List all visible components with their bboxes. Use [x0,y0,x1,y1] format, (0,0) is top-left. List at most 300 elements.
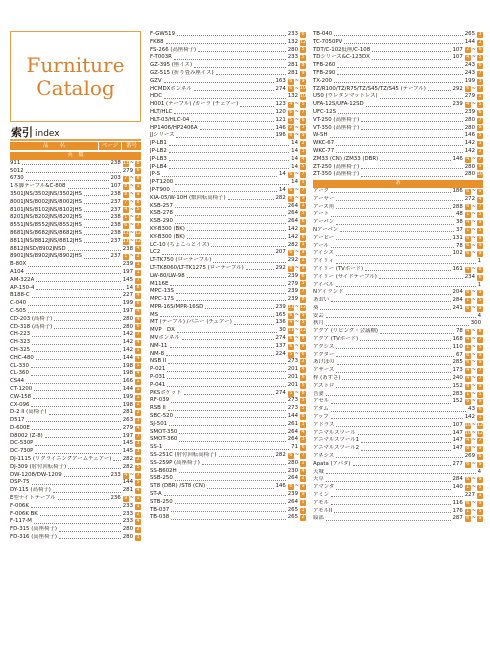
entry-page: 261 [287,420,298,427]
item-number-badge: 2 [301,476,305,482]
leader-dots [172,191,277,192]
entry-page: 239 [275,303,286,310]
index-entry [150,358,306,366]
entry-numbers [465,515,483,523]
entry-page: 71 [291,444,298,451]
item-number-badge: 6 [301,234,305,240]
entry-name: 吾妻 [313,390,324,397]
index-entry [10,363,141,371]
range-tilde: ~ [471,507,476,514]
index-entry [10,534,141,542]
entry-numbers [300,406,306,412]
index-entry [150,125,306,133]
index-entry [150,460,306,468]
item-number-badge: 6 [124,223,128,229]
item-number-badge: 1 [301,499,305,505]
item-number-badge: 7 [136,332,140,338]
index-entry [313,437,483,445]
entry-numbers [135,371,141,377]
item-number-badge: 9 [301,343,305,349]
entry-numbers [135,512,141,518]
entry-page: 238 [110,214,121,221]
index-entry [150,312,306,320]
leader-dots [84,203,109,204]
range-tilde: ~ [294,483,299,490]
entry-name: M116E [150,280,169,287]
index-entry [313,148,483,156]
range-tilde: ~ [471,367,476,374]
entry-name: アービー [313,234,335,241]
entry-name: アール [313,242,329,249]
leader-dots [171,519,285,520]
entry-page: 166 [122,378,133,385]
range-tilde: ~ [129,175,134,182]
index-entry [313,266,483,274]
item-number-badge: 9 [478,516,482,522]
item-number-badge: 5 [478,344,482,350]
index-entry [150,47,306,55]
item-number-badge: 3 [136,449,140,455]
entry-numbers [477,493,483,499]
item-number-badge: 4 [466,336,470,342]
entry-numbers [300,180,306,186]
entry-name: TDシリーズ&C-123DX [313,54,370,61]
index-heading-jp: 索引 [11,126,33,139]
entry-name: DSP-75 [10,479,30,486]
item-number-badge: 5 [136,464,140,470]
leader-dots [213,262,285,263]
entry-name: U50 (ウレタンマットレス) [313,93,378,100]
index-entry [313,367,483,375]
range-tilde: ~ [294,264,299,271]
index-entry [150,234,306,242]
entry-page: 280 [122,323,133,330]
entry-numbers [300,71,306,77]
entry-numbers [465,54,483,62]
item-number-badge: 2 [301,141,305,147]
entry-page: 274 [275,85,286,92]
entry-name: F-117-M [10,518,32,525]
entry-page: 201 [287,374,298,381]
leader-dots [28,305,121,306]
leader-dots [361,176,462,177]
leader-dots [360,340,450,341]
entry-numbers [300,141,306,147]
entry-numbers [477,197,483,203]
item-number-badge: 4 [466,375,470,381]
leader-dots [169,152,289,153]
leader-dots [346,294,451,295]
index-entry [150,164,306,172]
range-tilde: ~ [294,311,299,318]
index-entry [10,487,141,495]
item-number-badge: 2 [136,402,140,408]
entry-page: 281 [122,487,133,494]
range-tilde: ~ [294,389,299,396]
leader-dots [361,442,450,443]
leader-dots [169,145,289,146]
entry-numbers [288,335,306,343]
entry-page: 107 [452,46,463,53]
entry-numbers [300,157,306,163]
index-entry [10,386,141,394]
entry-numbers [477,71,483,77]
entry-page: 265 [287,514,298,521]
item-number-badge: 1 [124,215,128,221]
entry-page: 196 [275,132,286,139]
entry-name: TFB-290 [313,69,336,76]
index-entry [313,305,483,313]
index-entry [150,421,306,429]
index-entry [150,296,306,304]
range-tilde: ~ [471,304,476,311]
range-tilde: ~ [471,187,476,194]
index-entry [150,382,306,390]
item-number-badge: 7 [124,176,128,182]
index-entry [150,491,306,499]
item-number-badge: 4 [136,293,140,299]
entry-name: Apata (アパタ) [313,460,351,467]
entry-name: FD-316 (高座椅子) [10,534,57,541]
entry-page: 147 [452,437,463,444]
leader-dots [331,418,463,419]
item-number-badge: 1 [301,180,305,186]
entry-numbers [465,211,483,219]
index-entry [10,347,141,355]
item-number-badge: 9 [301,484,305,490]
item-number-badge: 7 [478,156,482,162]
leader-dots [167,378,285,379]
entry-numbers [465,391,483,399]
entry-page: 238 [122,245,133,252]
item-number-badge: 9 [136,191,140,197]
entry-page: 230 [287,467,298,474]
index-entry [313,211,483,219]
item-number-badge: 1 [301,258,305,263]
entry-page: 142 [287,225,298,232]
entry-page: 243 [464,69,475,76]
index-entry [313,47,483,55]
entry-numbers [288,249,306,257]
range-tilde: ~ [294,77,299,84]
entry-page: 264 [287,218,298,225]
entry-page: 14 [291,179,298,186]
range-tilde: ~ [294,85,299,92]
item-number-badge: 4 [466,102,470,108]
entry-name: AP-150-4 [10,284,35,291]
index-entry [313,164,483,172]
leader-dots [53,492,121,493]
entry-numbers [135,441,141,447]
index-entry [313,219,483,227]
entry-name: 天城 [313,468,324,475]
leader-dots [379,278,463,279]
item-number-badge: 1 [478,414,482,420]
entry-numbers [288,101,306,109]
entry-numbers [135,410,141,416]
item-number-badge: 7 [301,187,305,193]
range-tilde: ~ [294,124,299,131]
entry-page: 67 [455,351,463,358]
item-number-badge: 8 [466,446,470,452]
leader-dots [336,263,476,264]
item-number-badge: 6 [301,445,305,451]
index-entry [150,156,306,164]
range-tilde: ~ [294,327,299,334]
item-number-badge: 6 [466,204,470,210]
leader-dots [45,437,121,438]
entry-page: 243 [464,62,475,69]
index-entry [313,359,483,367]
entry-numbers [465,500,483,508]
index-entry [313,484,483,492]
item-number-badge: 8 [289,265,293,271]
leader-dots [32,484,121,485]
entry-name: Nアーバン [313,226,339,233]
entry-numbers [465,336,483,344]
item-number-badge: 7 [301,109,305,115]
index-entry [150,351,306,359]
entry-page: 239 [287,288,298,295]
entry-numbers [465,375,483,383]
entry-page: 237 [110,206,121,213]
entry-numbers [288,351,306,359]
item-number-badge: 6 [466,360,470,366]
entry-numbers [300,63,306,69]
leader-dots [34,390,120,391]
entry-numbers [465,156,483,164]
entry-numbers [300,32,306,38]
entry-numbers [135,356,141,362]
entry-name: DJ-309 (肘付回転椅子) [10,463,67,470]
entry-page: 4 [477,468,481,475]
item-number-badge: 6 [289,172,293,178]
leader-dots [176,137,273,138]
entry-numbers [477,172,483,178]
item-number-badge: 5 [478,55,482,61]
entry-numbers [300,461,306,467]
entry-page: 120 [275,108,286,115]
range-tilde: ~ [471,429,476,436]
leader-dots [59,538,121,539]
entry-page: 147 [452,445,463,452]
index-entry [10,261,141,269]
entry-name: ST-A [150,491,162,498]
index-entry [10,495,141,503]
item-number-badge: 11 [122,160,129,166]
entry-numbers [135,418,141,424]
entry-name: F-006K [10,502,29,509]
leader-dots [26,172,121,173]
item-number-badge: 7 [136,433,140,439]
entry-name: CW-158 [10,393,32,400]
item-number-badge: 5 [136,207,140,213]
item-number-badge: 6 [466,251,470,257]
entry-name: F-006K BK [10,510,38,517]
item-number-badge: 5 [289,390,293,396]
entry-page: 14 [291,147,298,154]
entry-numbers [300,430,306,436]
entry-numbers [135,465,141,471]
entry-numbers [477,133,483,139]
entry-numbers [477,149,483,155]
leader-dots [344,43,462,44]
entry-numbers [465,101,483,109]
entry-numbers [135,402,141,408]
entry-page: 107 [110,183,121,190]
entry-numbers [135,527,141,533]
entry-numbers [300,383,306,389]
entry-page: 199 [122,300,133,307]
item-number-badge: 1 [136,347,140,353]
item-number-badge: 4 [466,220,470,226]
entry-numbers [477,110,483,116]
leader-dots [336,372,450,373]
item-number-badge: 9 [301,265,305,271]
entry-name: あけぼの [313,359,335,366]
item-number-badge: 6 [466,243,470,249]
entry-name: TZ/R100/TZ/R75/TZ/S45/TZ/S45 (テーブル) [313,85,426,92]
leader-dots [164,495,286,496]
item-number-badge: 10 [477,172,484,178]
item-number-badge: 2 [136,456,140,462]
item-number-badge: 6 [289,86,293,92]
item-number-badge: 4 [466,329,470,335]
index-entry [150,444,306,452]
item-number-badge: 7 [478,86,482,92]
item-number-badge: 6 [466,352,470,358]
index-entry [10,355,141,363]
entry-page: 173 [452,367,463,374]
leader-dots [175,184,289,185]
entry-name: SS-1 [150,444,163,451]
entry-name: JP-LB3 [150,155,167,162]
section-header: 英 数 [10,152,141,160]
range-tilde: ~ [129,190,134,197]
entry-numbers [135,363,141,369]
entry-numbers [288,312,306,320]
item-number-badge: 4 [301,367,305,373]
entry-name: アクア (リビング・会議棚) [313,328,378,335]
range-tilde: ~ [471,85,476,92]
entry-numbers [465,422,483,430]
leader-dots [179,433,285,434]
item-number-badge: 1 [136,363,140,369]
entry-page: 107 [452,54,463,61]
entry-numbers [300,492,306,498]
index-entry [10,222,141,230]
entry-numbers [465,352,483,360]
entry-page: 264 [287,202,298,209]
entry-name: MPR-16S/MPR-16SD [150,303,204,310]
range-tilde: ~ [471,211,476,218]
entry-name: DW-1208/DW-1209 [10,471,62,478]
leader-dots [326,520,451,521]
entry-name: アニマルスツール2 [313,445,360,452]
leader-dots [54,328,120,329]
index-entry [313,156,483,164]
entry-page: 176 [452,507,463,514]
item-number-badge: 4 [301,468,305,474]
leader-dots [174,59,286,60]
index-entry [150,257,306,265]
entry-name: SBC-520 [150,413,174,420]
index-entry [10,175,141,183]
entry-name: アストロ [313,382,335,389]
entry-name: RF-039 [150,397,170,404]
leader-dots [22,164,108,165]
index-entry [10,378,141,386]
index-entry [150,343,306,351]
entry-numbers [123,238,141,246]
item-number-badge: 1 [124,254,128,260]
item-number-badge: 4 [301,156,305,162]
index-entry [313,328,483,336]
entry-page: 107 [452,421,463,428]
entry-name: MPC-17S [150,296,174,303]
catalog-title-line2: Catalog [36,76,115,100]
entry-page: 142 [464,414,475,421]
entry-numbers [300,289,306,295]
entry-numbers [123,183,141,191]
entry-page: 237 [110,253,121,260]
index-entry [10,230,141,238]
index-entry [150,374,306,382]
entry-numbers [477,40,483,46]
range-tilde: ~ [471,54,476,61]
entry-name: アドラス [313,421,335,428]
index-entry [313,39,483,47]
entry-page: 240 [452,375,463,382]
index-entry [10,479,141,487]
index-entry [10,394,141,402]
entry-page: 239 [287,272,298,279]
entry-name: 天草 [313,476,324,483]
leader-dots [84,211,109,212]
item-number-badge: 9 [301,335,305,341]
entry-numbers [477,141,483,147]
entry-numbers [135,301,141,307]
entry-numbers [288,195,306,203]
entry-page: 280 [464,116,475,123]
entry-numbers [300,414,306,420]
item-number-badge: 5 [301,226,305,232]
index-entry [10,339,141,347]
leader-dots [169,168,289,169]
index-entry [10,425,141,433]
leader-dots [175,480,286,481]
entry-page: 1 [477,281,481,288]
item-number-badge: 10 [464,422,471,428]
entry-name: 8551JNS/8552JNS/8552JHS [10,222,82,229]
index-entry [10,440,141,448]
index-entry [150,429,306,437]
entry-name: アセル [313,398,330,405]
entry-name: JP-T900 [150,186,170,193]
range-tilde: ~ [471,515,476,522]
item-number-badge: 9 [124,495,128,501]
entry-numbers [135,340,141,346]
range-tilde: ~ [471,499,476,506]
leader-dots [205,308,273,309]
entry-name: NM-8 [150,350,165,357]
range-tilde: ~ [294,335,299,342]
entry-name: AM-322A [10,276,35,283]
item-number-badge: 7 [478,117,482,123]
entry-numbers [465,250,483,258]
item-number-badge: 11 [122,230,129,236]
range-tilde: ~ [129,183,134,190]
